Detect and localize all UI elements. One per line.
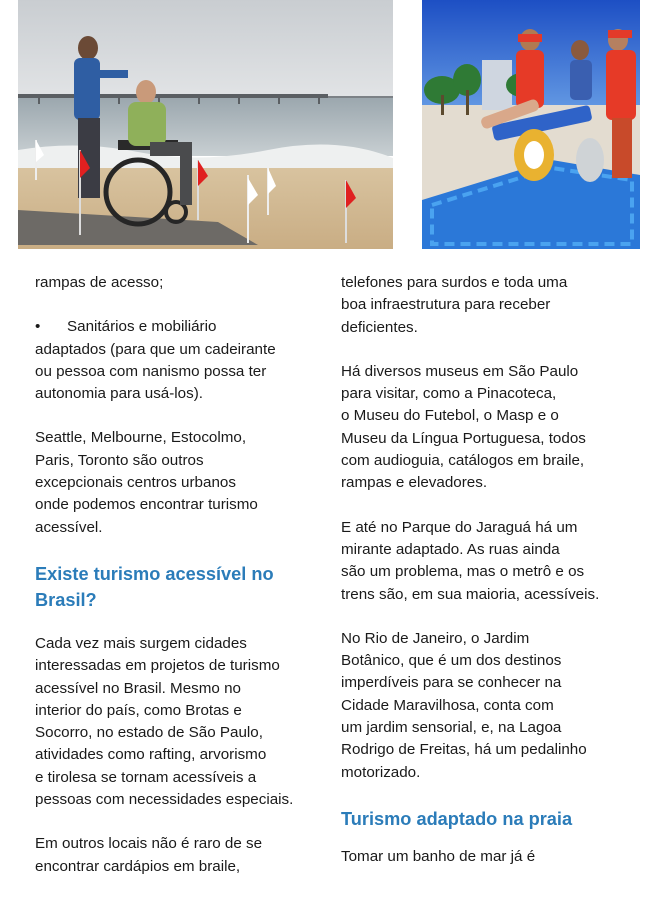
- paragraph: Cada vez mais surgem cidades interessadas em projetos de turismo acessível no Brasil. Mesmo no interior do país, como Brotas e Socorro, no estado de São Paulo, atividades como rafting, arvorismo e tirolesa se tornam acessíveis a pessoas com necessidades especiais.: [35, 634, 294, 809]
- left-text-column: [35, 272, 320, 900]
- bullet-item: [35, 316, 320, 405]
- beach-wheelchair-photo: [18, 0, 393, 249]
- bullet-icon: •: [35, 318, 41, 336]
- paragraph: rampas de acesso;: [35, 274, 164, 291]
- section-heading: Existe turismo acessível no Brasil?: [35, 563, 274, 610]
- paragraph: telefones para surdos e toda uma boa infraestrutura para receber deficientes.: [341, 274, 568, 336]
- amphibious-chair-lifeguards-photo: [422, 0, 640, 249]
- section-heading: Turismo adaptado na praia: [341, 808, 573, 829]
- right-text-column: [341, 272, 626, 890]
- paragraph: Seattle, Melbourne, Estocolmo, Paris, Toronto são outros excepcionais centros urbanos onde podemos encontrar turismo acessível.: [35, 429, 258, 536]
- paragraph: Tomar um banho de mar já é: [341, 847, 536, 865]
- paragraph: Há diversos museus em São Paulo para visitar, como a Pinacoteca, o Museu do Futebol, o Masp e o Museu da Língua Portuguesa, todos com audioguia, catálogos em braile, rampas e elevadores.: [341, 362, 586, 492]
- paragraph: No Rio de Janeiro, o Jardim Botânico, que é um dos destinos imperdíveis para se conhecer na Cidade Maravilhosa, conta com um jardim sensorial, e, na Lagoa Rodrigo de Freitas, há um pedalinho motorizado.: [341, 629, 587, 781]
- paragraph: Em outros locais não é raro de se encontrar cardápios em braile,: [35, 835, 263, 875]
- paragraph: E até no Parque do Jaraguá há um mirante adaptado. As ruas ainda são um problema, mas o metrô e os trens são, em sua maioria, acessíveis.: [341, 518, 600, 603]
- bullet-text: Sanitários e mobiliário adaptados (para que um cadeirante ou pessoa com nanismo possa ter autonomia para usá-los).: [35, 318, 276, 403]
